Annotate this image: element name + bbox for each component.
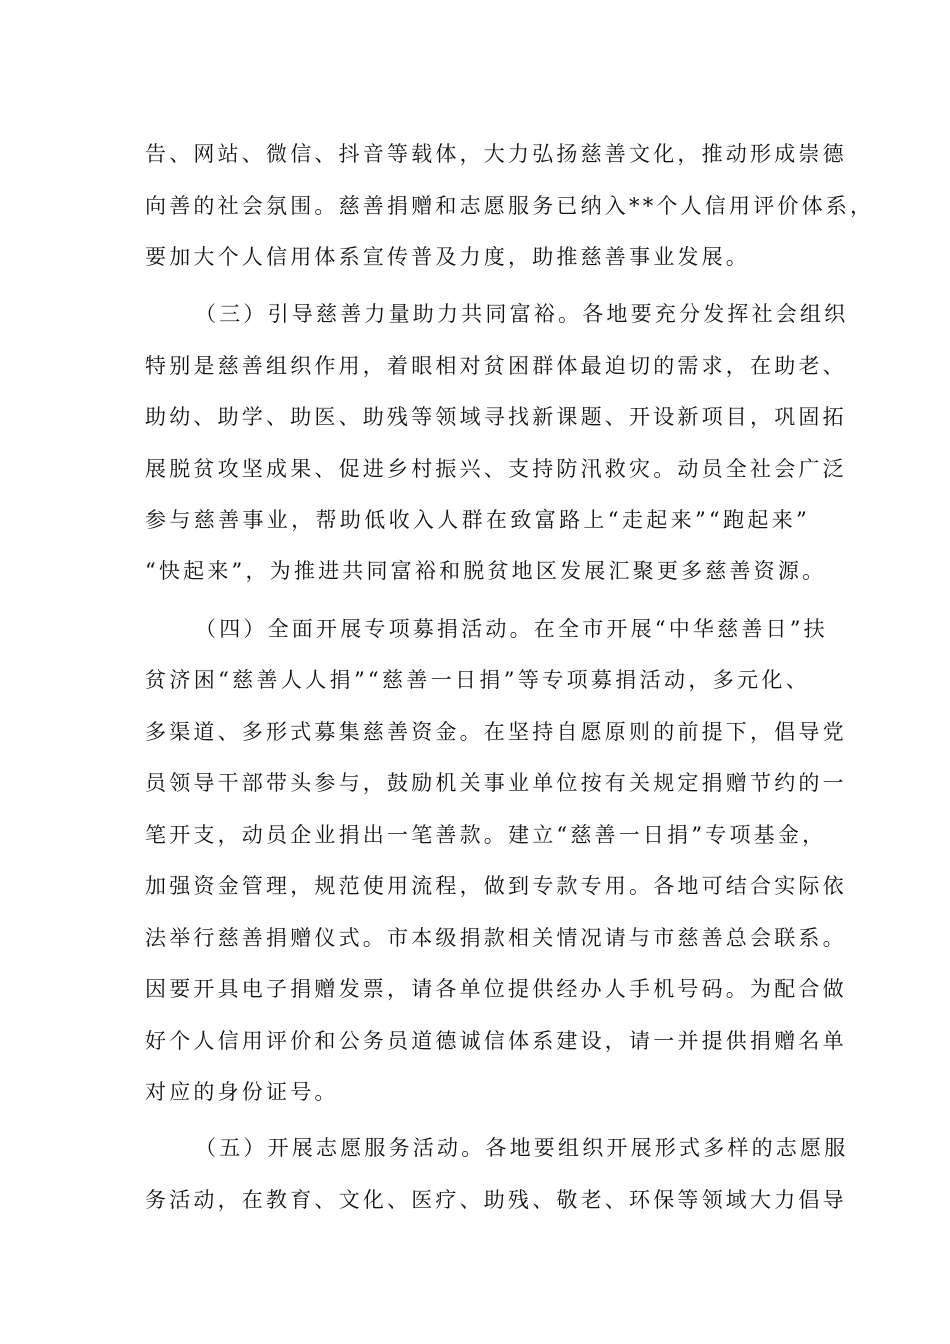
section-heading-line: （三）引导慈善力量助力共同富裕。各地要充分发挥社会组织: [195, 302, 849, 326]
text-line: 加强资金管理，规范使用流程，做到专款专用。各地可结合实际依: [145, 874, 847, 898]
text-line: 特别是慈善组织作用，着眼相对贫困群体最迫切的需求，在助老、: [145, 354, 847, 378]
text-line: 告、网站、微信、抖音等载体，大力弘扬慈善文化，推动形成崇德: [145, 142, 847, 166]
text-line: 向善的社会氛围。慈善捐赠和志愿服务已纳入**个人信用评价体系，: [145, 194, 875, 218]
text-line: 参与慈善事业，帮助低收入人群在致富路上“走起来”“跑起来”: [145, 508, 810, 532]
text-line: 笔开支，动员企业捐出一笔善款。建立“慈善一日捐”专项基金，: [145, 823, 827, 847]
text-line: 务活动，在教育、文化、医疗、助残、敬老、环保等领域大力倡导: [145, 1188, 847, 1212]
section-heading-line: （四）全面开展专项募捐活动。在全市开展“中华慈善日”扶: [195, 617, 828, 641]
text-line: 因要开具电子捐赠发票，请各单位提供经办人手机号码。为配合做: [145, 977, 847, 1001]
text-line: 对应的身份证号。: [145, 1080, 339, 1104]
section-heading-line: （五）开展志愿服务活动。各地要组织开展形式多样的志愿服: [195, 1136, 849, 1160]
text-line: 贫济困“慈善人人捐”“慈善一日捐”等专项募捐活动，多元化、: [145, 668, 810, 692]
text-line: 要加大个人信用体系宣传普及力度，助推慈善事业发展。: [145, 245, 750, 269]
text-line: 员领导干部带头参与，鼓励机关事业单位按有关规定捐赠节约的一: [145, 771, 847, 795]
text-line: 好个人信用评价和公务员道德诚信体系建设，请一并提供捐赠名单: [145, 1029, 847, 1053]
text-line: “快起来”，为推进共同富裕和脱贫地区发展汇聚更多慈善资源。: [145, 559, 827, 583]
text-line: 助幼、助学、助医、助残等领域寻找新课题、开设新项目，巩固拓: [145, 405, 847, 429]
text-line: 展脱贫攻坚成果、促进乡村振兴、支持防汛救灾。动员全社会广泛: [145, 457, 847, 481]
text-line: 法举行慈善捐赠仪式。市本级捐款相关情况请与市慈善总会联系。: [145, 926, 847, 950]
text-line: 多渠道、多形式募集慈善资金。在坚持自愿原则的前提下，倡导党: [145, 720, 847, 744]
